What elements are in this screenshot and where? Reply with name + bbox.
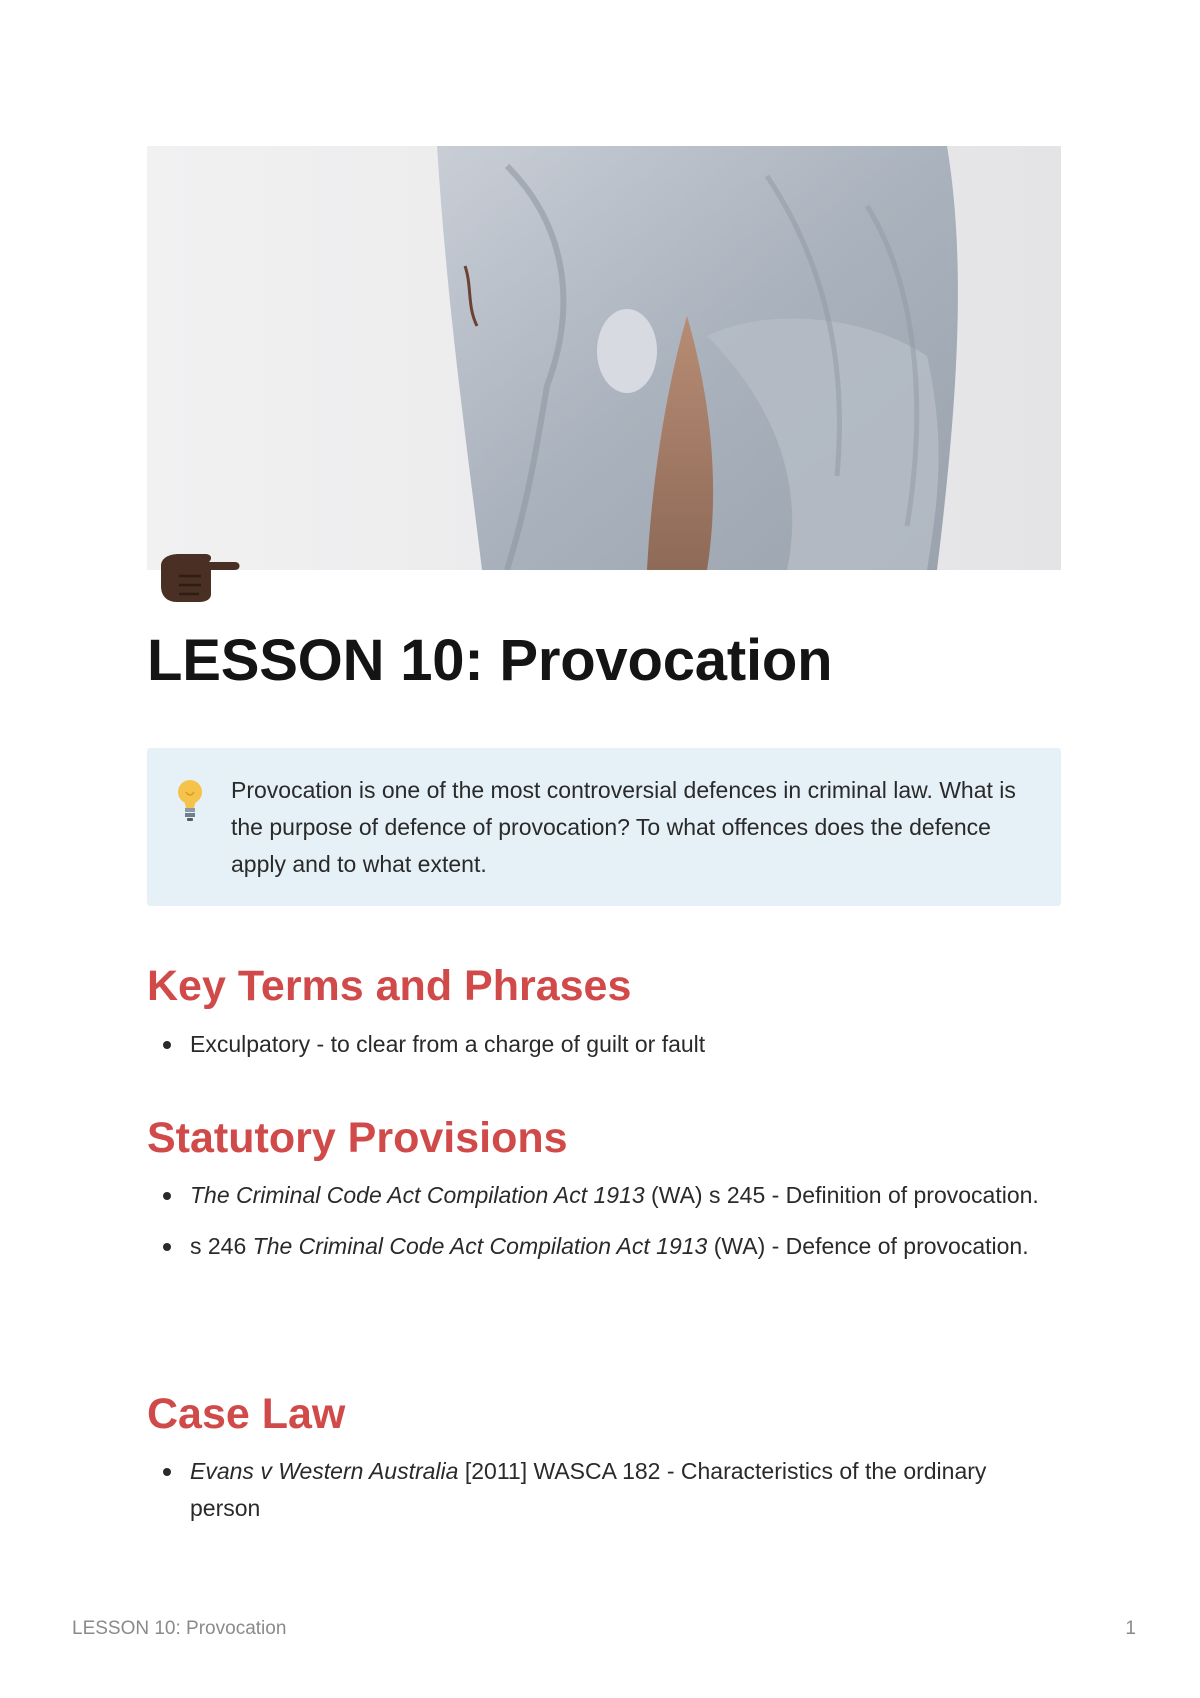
case-law-list [147, 1453, 1061, 1541]
callout [147, 748, 1061, 906]
list-item: Exculpatory - to clear from a charge of guilt or fault [147, 1026, 1061, 1063]
pointing-right-icon [153, 538, 243, 608]
list-item: Evans v Western Australia [2011] WASCA 182 - Characteristics of the ordinary person [147, 1453, 1061, 1527]
callout-text: Provocation is one of the most controversial defences in criminal law. What is the purpose of defence of provocation? To what offences does the defence apply and to what extent. [231, 777, 1016, 877]
page-title: LESSON 10: Provocation [147, 628, 833, 693]
page-number: 1 [1125, 1618, 1136, 1639]
list-item: The Criminal Code Act Compilation Act 1913 (WA) s 245 - Definition of provocation. [147, 1177, 1061, 1214]
section-heading-key-terms: Key Terms and Phrases [147, 962, 632, 1010]
list-item: s 246 The Criminal Code Act Compilation Act 1913 (WA) - Defence of provocation. [147, 1228, 1061, 1265]
bullet [163, 1041, 171, 1049]
act-title: The Criminal Code Act Compilation Act 1913 [252, 1233, 708, 1259]
bullet [163, 1243, 171, 1251]
statutory-provisions-list [147, 1177, 1061, 1279]
case-name: Evans v Western Australia [190, 1458, 459, 1484]
bullet [163, 1468, 171, 1476]
key-terms-list [147, 1026, 1061, 1077]
section-heading-statutory-provisions: Statutory Provisions [147, 1114, 568, 1162]
bullet [163, 1192, 171, 1200]
footer-title: LESSON 10: Provocation [72, 1618, 287, 1639]
section-heading-case-law: Case Law [147, 1390, 346, 1438]
cover-image [147, 146, 1061, 570]
fur-coat-photo [147, 146, 1061, 570]
lightbulb-icon [175, 778, 205, 822]
act-title: The Criminal Code Act Compilation Act 1913 [190, 1182, 645, 1208]
